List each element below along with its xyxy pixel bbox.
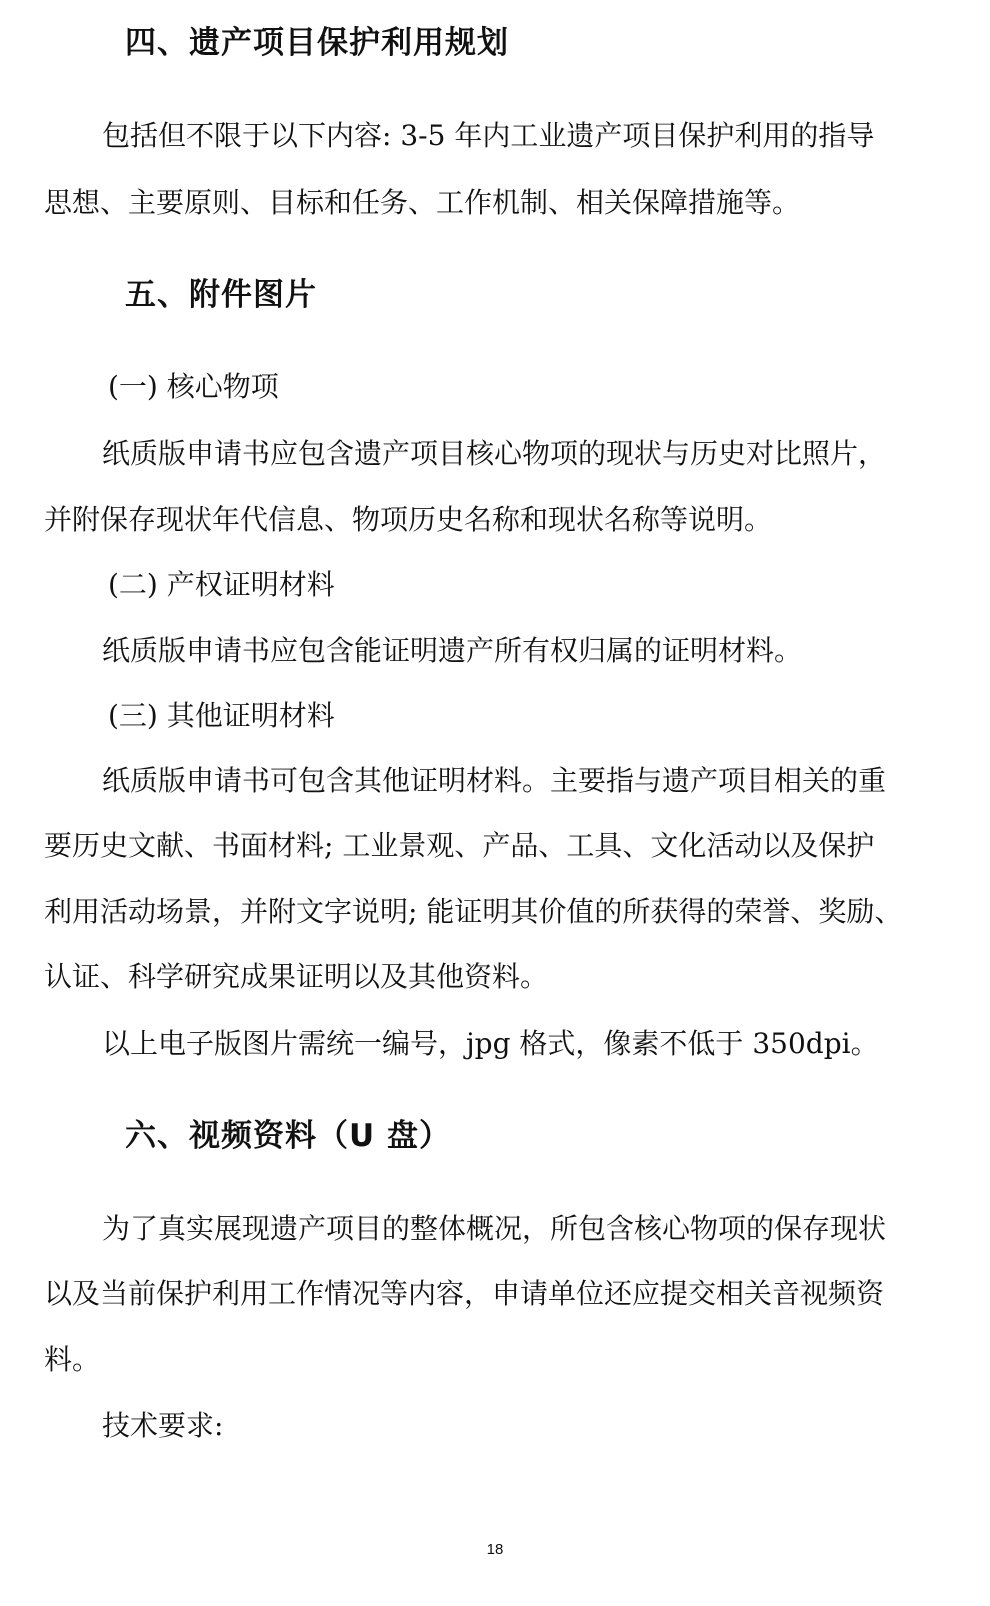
paragraph-line: 纸质版申请书应包含遗产项目核心物项的现状与历史对比照片，: [102, 437, 887, 470]
section-heading-5: 五、附件图片: [125, 277, 317, 313]
paragraph-line: 料。: [44, 1343, 101, 1376]
paragraph-line: 利用活动场景，并附文字说明; 能证明其价值的所获得的荣誉、奖励、: [44, 895, 903, 928]
paragraph-line: 纸质版申请书可包含其他证明材料。主要指与遗产项目相关的重: [102, 764, 887, 797]
paragraph-line: 包括但不限于以下内容: 3-5 年内工业遗产项目保护利用的指导: [102, 119, 875, 152]
paragraph-line: 并附保存现状年代信息、物项历史名称和现状名称等说明。: [44, 503, 773, 536]
paragraph-line: 认证、科学研究成果证明以及其他资料。: [44, 960, 549, 993]
page-number: 18: [486, 1541, 504, 1558]
paragraph-line: 为了真实展现遗产项目的整体概况，所包含核心物项的保存现状: [102, 1212, 887, 1245]
section-heading-6: 六、视频资料（U 盘）: [125, 1118, 451, 1154]
subsection-title-3: (三) 其他证明材料: [108, 699, 335, 732]
paragraph-line: 技术要求:: [102, 1409, 224, 1442]
paragraph-line: 思想、主要原则、目标和任务、工作机制、相关保障措施等。: [44, 186, 801, 219]
subsection-title-2: (二) 产权证明材料: [108, 568, 335, 601]
subsection-title-1: (一) 核心物项: [108, 370, 279, 403]
paragraph-line: 要历史文献、书面材料; 工业景观、产品、工具、文化活动以及保护: [44, 829, 875, 862]
paragraph-line: 纸质版申请书应包含能证明遗产所有权归属的证明材料。: [102, 634, 803, 667]
section-heading-4: 四、遗产项目保护利用规划: [125, 25, 509, 61]
paragraph-line: 以及当前保护利用工作情况等内容，申请单位还应提交相关音视频资: [44, 1277, 885, 1310]
paragraph-line: 以上电子版图片需统一编号，jpg 格式，像素不低于 350dpi。: [102, 1027, 879, 1060]
